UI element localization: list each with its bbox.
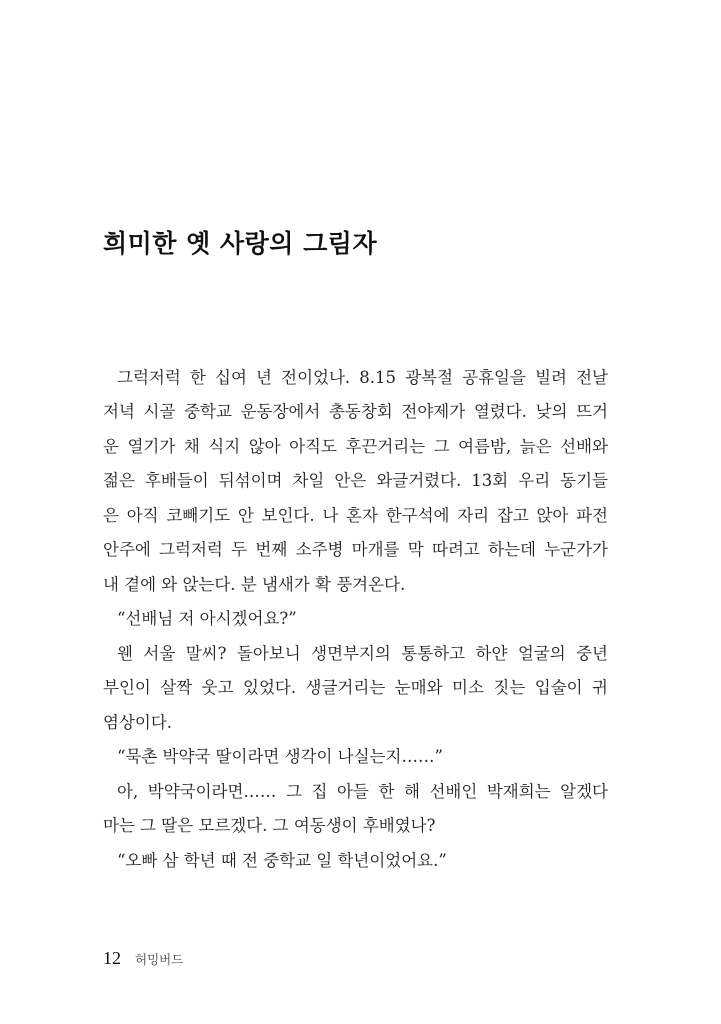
body-line: 내 곁에 와 앉는다. 분 냄새가 확 풍겨온다.	[103, 575, 406, 594]
body-line: 안주에 그럭저럭 두 번째 소주병 마개를 막 따려고 하는데 누군가가	[103, 540, 608, 559]
dialogue-line: “오빠 삼 학년 때 전 중학교 일 학년이었어요.”	[117, 851, 447, 870]
chapter-title: 희미한 옛 사랑의 그림자	[103, 229, 378, 258]
dialogue-line: “선배님 저 아시겠어요?”	[117, 609, 297, 628]
page-number: 12	[103, 948, 121, 968]
body-line: 마는 그 딸은 모르겠다. 그 여동생이 후배였나?	[103, 816, 436, 835]
dialogue-line: “묵촌 박약국 딸이라면 생각이 나실는지……”	[117, 747, 443, 766]
body-line: 웬 서울 말씨? 돌아보니 생면부지의 통통하고 하얀 얼굴의 중년	[117, 644, 608, 663]
body-line: 아, 박약국이라면…… 그 집 아들 한 해 선배인 박재희는 알겠다	[117, 782, 608, 801]
page-footer	[103, 948, 183, 969]
body-line: 염상이다.	[103, 713, 173, 732]
body-line: 부인이 살짝 웃고 있었다. 생글거리는 눈매와 미소 짓는 입술이 귀	[103, 678, 608, 697]
body-line: 젊은 후배들이 뒤섞이며 차일 안은 와글거렸다. 13회 우리 동기들	[103, 471, 608, 490]
body-line: 은 아직 코빼기도 안 보인다. 나 혼자 한구석에 자리 잡고 앉아 파전	[103, 506, 608, 525]
body-line: 그럭저럭 한 십여 년 전이었나. 8.15 광복절 공휴일을 빌려 전날	[117, 368, 608, 387]
body-line: 운 열기가 채 식지 않아 아직도 후끈거리는 그 여름밤, 늙은 선배와	[103, 437, 608, 456]
running-book-title: 허밍버드	[135, 952, 184, 967]
body-line: 저녁 시골 중학교 운동장에서 총동창회 전야제가 열렸다. 낮의 뜨거	[103, 402, 608, 421]
